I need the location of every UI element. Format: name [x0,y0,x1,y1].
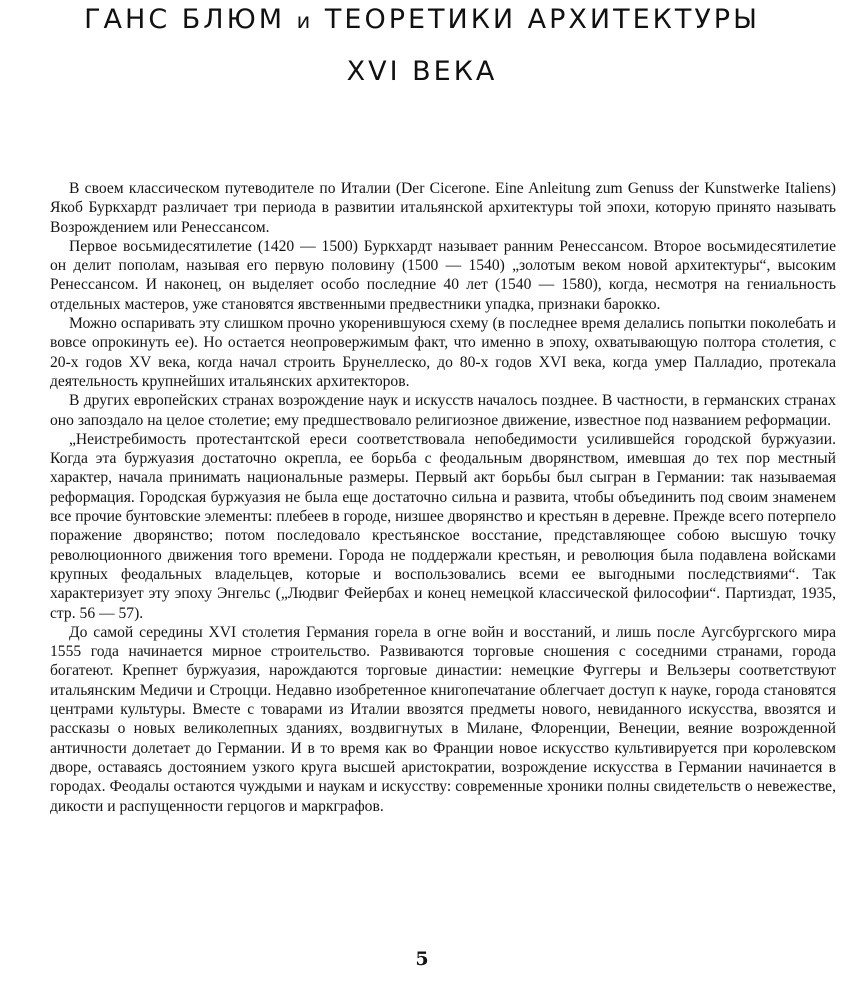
chapter-title-line-1 [0,4,844,35]
page-number: 5 [415,948,429,970]
title-part-name: ГАНС БЛЮМ [84,4,286,35]
chapter-title-line-2: XVI ВЕКА [346,56,498,87]
paragraph: В других европейских странах возрождение наук и искусств началось позднее. В частности, в германских странах оно запоздало на целое столетие; ему предшествовало религиозное движение, известное под названием реформации. [50,392,836,429]
paragraph: В своем классическом путеводителе по Италии (Der Cicerone. Eine Anleitung zum Genuss der Kunstwerke Italiens) Якоб Буркхардт различает три периода в развитии итальянской архитектуры той эпохи, которую принято называть Возрождением или Ренессансом. [50,180,836,236]
body-text [50,179,836,816]
title-part-subject: ТЕОРЕТИКИ АРХИТЕКТУРЫ [324,4,760,35]
paragraph: „Неистребимость протестантской ереси соответствовала непобедимости усилившейся городской буржуазии. Когда эта буржуазия достаточно окрепла, ее борьба с феодальным дворянством, имевшая до тех пор местный характер, начала принимать национальные размеры. Первый акт борьбы был сыгран в Германии: так называемая реформация. Городская буржуазия не была еще достаточно сильна и развита, чтобы объединить под своим знаменем все прочие бунтовские элементы: плебеев в городе, низшее дворянство и крестьян в деревне. Прежде всего потерпело поражение дворянство; потом последовало крестьянское восстание, представляющее собою высшую точку революционного движения того времени. Города не поддержали крестьян, и революция была подавлена войсками крупных феодальных владельцев, которые и воспользовались всеми ее выгодными последствиями“. Так характеризует эту эпоху Энгельс („Людвиг Фейербах и конец немецкой классической философии“. Партиздат, 1935, стр. 56 — 57). [50,430,836,622]
paragraph: Первое восьмидесятилетие (1420 — 1500) Буркхардт называет ранним Ренессансом. Второе восьмидесятилетие он делит пополам, называя его первую половину (1500 — 1540) „золотым веком новой архитектуры“, высоким Ренессансом. И наконец, он выделяет особо последние 40 лет (1540 — 1580), когда, несмотря на гениальность отдельных мастеров, уже становятся явственными предвестники упадка, признаки барокко. [50,237,836,313]
paragraph: Можно оспаривать эту слишком прочно укоренившуюся схему (в последнее время делались попытки поколебать и вовсе опрокинуть ее). Но остается неопровержимым факт, что именно в эпоху, охватывающую полтора столетия, с 20-х годов XV века, когда начал строить Брунеллеско, до 80-х годов XVI века, когда умер Палладио, протекала деятельность крупнейших итальянских архитекторов. [50,315,836,390]
title-part-conjunction: и [296,9,314,33]
paragraph: До самой середины XVI столетия Германия горела в огне войн и восстаний, и лишь после Аугсбургского мира 1555 года начинается мирное строительство. Развиваются торговые сношения с соседними странами, города богатеют. Крепнет буржуазия, нарождаются торговые династии: немецкие Фуггеры и Вельзеры соответствуют итальянским Медичи и Строцци. Недавно изобретенное книгопечатание облегчает доступ к науке, города становятся центрами культуры. Вместе с товарами из Италии ввозятся предметы нового, невиданного искусства, ввозятся и рассказы о новых великолепных зданиях, воздвигнутых в Милане, Флоренции, Венеции, веяние возрожденной античности долетает до Германии. И в то время как во Франции новое искусство культивируется при королевском дворе, оставаясь достоянием узкого круга высшей аристократии, возрождение искусства в Германии начинается в городах. Феодалы остаются чуждыми и наукам и искусству: современные хроники полны свидетельств о невежестве, дикости и распущенности герцогов и маркграфов. [50,623,836,815]
